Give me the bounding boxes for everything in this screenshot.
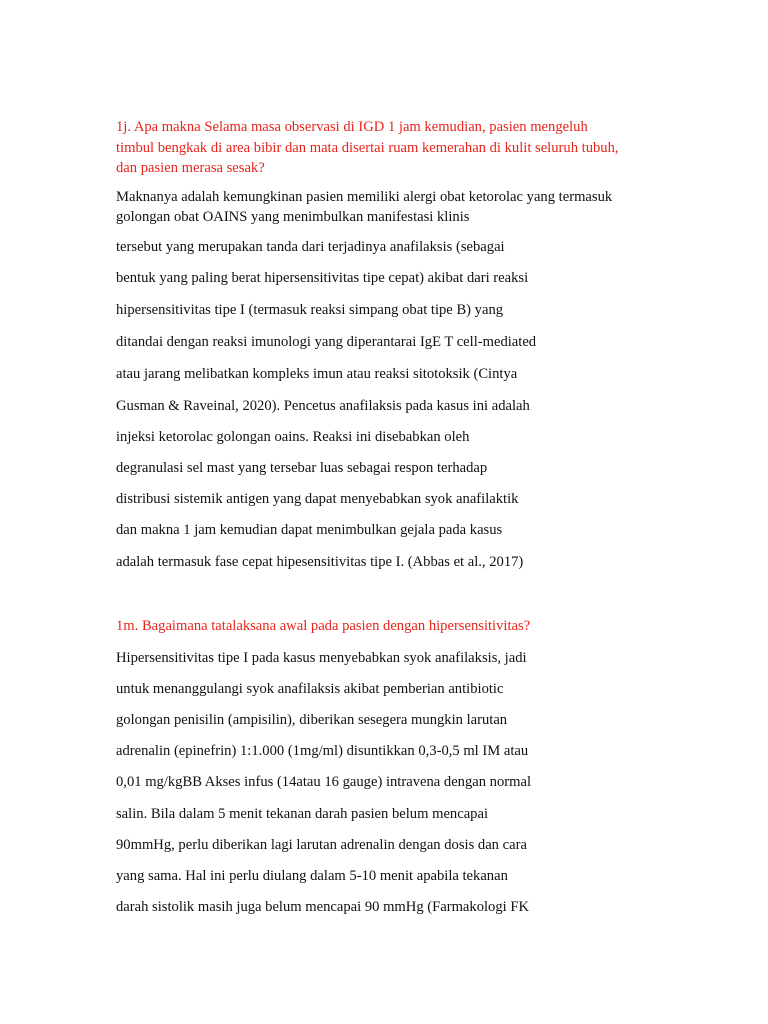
answer-1m-line: salin. Bila dalam 5 menit tekanan darah pasien belum mencapai <box>116 806 489 822</box>
answer-1j-line: ditandai dengan reaksi imunologi yang diperantarai IgE T cell-mediated <box>116 334 537 350</box>
question-1j-line: 1j. Apa makna Selama masa observasi di IGD 1 jam kemudian, pasien mengeluh <box>116 119 588 135</box>
answer-1j-line: Gusman & Raveinal, 2020). Pencetus anafilaksis pada kasus ini adalah <box>116 398 530 414</box>
answer-1j-line: adalah termasuk fase cepat hipesensitivitas tipe I. (Abbas et al., 2017) <box>116 554 524 570</box>
answer-1j-line: hipersensitivitas tipe I (termasuk reaksi simpang obat tipe B) yang <box>116 302 504 318</box>
answer-1j-line: degranulasi sel mast yang tersebar luas sebagai respon terhadap <box>116 460 488 476</box>
answer-1m-line: golongan penisilin (ampisilin), diberikan sesegera mungkin larutan <box>116 712 508 728</box>
answer-1m-line: darah sistolik masih juga belum mencapai 90 mmHg (Farmakologi FK <box>116 899 530 915</box>
answer-1m-line: untuk menanggulangi syok anafilaksis akibat pemberian antibiotic <box>116 681 504 697</box>
answer-1m-line: adrenalin (epinefrin) 1:1.000 (1mg/ml) disuntikkan 0,3-0,5 ml IM atau <box>116 743 529 759</box>
answer-1m-line: Hipersensitivitas tipe I pada kasus menyebabkan syok anafilaksis, jadi <box>116 650 527 666</box>
answer-1j-line: Maknanya adalah kemungkinan pasien memiliki alergi obat ketorolac yang termasuk <box>116 189 613 205</box>
question-1j-line: dan pasien merasa sesak? <box>116 160 265 176</box>
question-1j-line: timbul bengkak di area bibir dan mata disertai ruam kemerahan di kulit seluruh tubuh, <box>116 140 619 156</box>
answer-1j-line: dan makna 1 jam kemudian dapat menimbulkan gejala pada kasus <box>116 522 503 538</box>
answer-1m-line: 0,01 mg/kgBB Akses infus (14atau 16 gauge) intravena dengan normal <box>116 774 532 790</box>
question-1m-line: 1m. Bagaimana tatalaksana awal pada pasien dengan hipersensitivitas? <box>116 618 531 634</box>
answer-1m-line: 90mmHg, perlu diberikan lagi larutan adrenalin dengan dosis dan cara <box>116 837 527 853</box>
answer-1j-line: injeksi ketorolac golongan oains. Reaksi ini disebabkan oleh <box>116 429 470 445</box>
answer-1j-line: tersebut yang merupakan tanda dari terjadinya anafilaksis (sebagai <box>116 239 505 255</box>
answer-1m-line: yang sama. Hal ini perlu diulang dalam 5-10 menit apabila tekanan <box>116 868 508 884</box>
answer-1j-line: golongan obat OAINS yang menimbulkan manifestasi klinis <box>116 209 470 225</box>
answer-1j-line: distribusi sistemik antigen yang dapat menyebabkan syok anafilaktik <box>116 491 519 507</box>
answer-1j-line: atau jarang melibatkan kompleks imun atau reaksi sitotoksik (Cintya <box>116 366 518 382</box>
answer-1j-line: bentuk yang paling berat hipersensitivitas tipe cepat) akibat dari reaksi <box>116 270 529 286</box>
